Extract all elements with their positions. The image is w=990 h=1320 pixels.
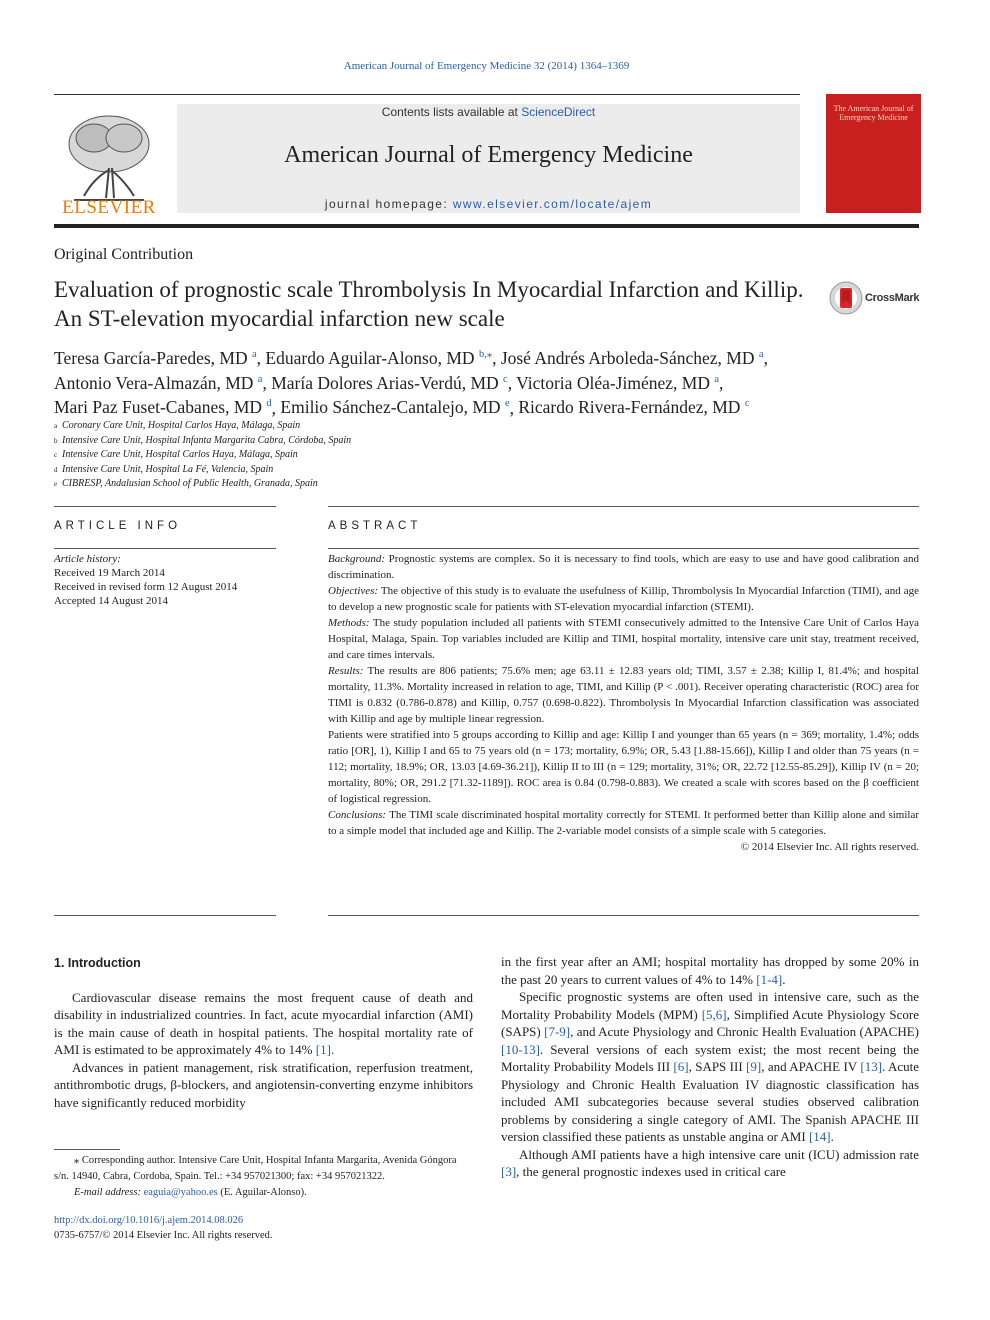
abstract-conclusions: Conclusions: The TIMI scale discriminated hospital mortality correctly for STEMI. It performed better than Killip alone and similar to a simple model that included age and Killip. The 2-variable model consists of a simple scale with 5 categories. (328, 809, 919, 837)
author[interactable]: Mari Paz Fuset-Cabanes, MD $^d$ (54, 397, 272, 418)
abstract-methods: Methods: The study population included all patients with STEMI consecutively admitted to the Intensive Care Unit of Carlos Haya Hospital, Malaga, Spain. Top variables included are Killip and TIMI, hospital mortality, intensive care unit stay, treatment received, and care times intervals. (328, 617, 919, 661)
affiliation: c Intensive Care Unit, Hospital Carlos Haya, Málaga, Spain (54, 449, 298, 460)
divider (328, 915, 919, 916)
affiliations (54, 419, 754, 492)
introduction-heading: 1. Introduction (54, 956, 141, 970)
affiliation: a Coronary Care Unit, Hospital Carlos Haya, Málaga, Spain (54, 420, 301, 431)
contents-prefix: Contents lists available at (381, 105, 522, 119)
author[interactable]: Emilio Sánchez-Cantalejo, MD $^e$ (280, 397, 510, 418)
elsevier-wordmark: ELSEVIER (62, 197, 156, 218)
email-link[interactable]: eaguia@yahoo.es (143, 1187, 218, 1198)
affiliation: b Intensive Care Unit, Hospital Infanta Margarita Cabra, Córdoba, Spain (54, 434, 352, 446)
affiliation: d Intensive Care Unit, Hospital La Fé, Valencia, Spain (54, 463, 274, 475)
divider (54, 915, 276, 916)
journal-citation[interactable]: American Journal of Emergency Medicine 32 (2014) 1364–1369 (343, 60, 630, 72)
reference-link[interactable]: [13] (860, 1059, 883, 1074)
reference-link[interactable]: [7-9] (544, 1024, 571, 1039)
body-column-right (501, 953, 919, 1181)
cover-title: The American Journal of Emergency Medicine (833, 104, 914, 122)
header-rule (54, 94, 800, 95)
section-type: Original Contribution (54, 246, 194, 263)
divider (328, 506, 919, 507)
crossmark-label[interactable]: CrossMark (865, 292, 920, 304)
abstract-results-2: Patients were stratified into 5 groups according to Killip and age: Killip I and younger than 65 years (n = 369; mortality, 1.4%; odds ratio [OR], 1), Killip I and 65 to 75 years old (n = 173; mortality, 6.9%; OR, 5.43 [1.88-15.66]), Killip I and older than 75 years (n = 112; mortality, 18.9%; OR, 13.03 [4.69-36.21]), Killip II to III (n = 129; mortality, 31%; OR, 22.72 [12.55-85.29]), Killip IV (n = 20; mortality, 80%; OR, 291.2 [71.32-1189]). ROC area is 0.84 (0.798-0.883). We created a scale with scores based on the β coefficient of logistical regression. (328, 729, 919, 805)
history-label: Article history: (54, 553, 121, 565)
divider (54, 548, 276, 549)
received-date: Received 19 March 2014 (54, 567, 165, 579)
paragraph: Although AMI patients have a high intensive care unit (ICU) admission rate [3], the general prognostic indexes used in critical care (501, 1146, 919, 1179)
author[interactable]: Victoria Oléa-Jiménez, MD $^a$ (516, 372, 720, 393)
body-column-left (54, 955, 473, 1111)
abstract-results: Results: The results are 806 patients; 75.6% men; age 63.11 ± 12.83 years old; TIMI, 3.57 ± 2.38; Killip I, 81.4%; and hospital mortality, 11.3%. Mortality increased in relation to age, TIMI, and Killip (P < .001). Receiver operating characteristic (ROC) area for TIMI is 0.832 (0.786-0.878) and Killip, 0.757 (0.698-0.822). Thrombolysis In Myocardial Infarction classification was associated with Killip and age by multiple linear regression. (328, 665, 919, 725)
author-list: Teresa García-Paredes, MD $^a$, Eduardo Aguilar-Alonso, MD $^{b,⁎}$, José Andrés Arboleda-Sánchez, MD $^a$, Antonio Vera-Almazán, MD $^a$, María Dolores Arias-Verdú, MD $^c$, Victoria Oléa-Jiménez, MD $^a$, Mari Paz Fuset-Cabanes, MD $^d$, Emilio Sánchez-Cantalejo, MD $^e$, Ricardo Rivera-Fernández, MD $^c$ (54, 347, 768, 418)
reference-link[interactable]: [10-13] (501, 1041, 540, 1057)
footnote-rule (54, 1149, 120, 1150)
journal-homepage (177, 197, 800, 211)
article-title: Evaluation of prognostic scale Thrombolysis In Myocardial Infarction and Killip. An ST-elevation myocardial infarction new scale (54, 277, 804, 331)
reference-link[interactable]: [9] (746, 1059, 762, 1074)
author[interactable]: Antonio Vera-Almazán, MD $^a$ (54, 372, 263, 393)
abstract-body (328, 551, 919, 855)
author[interactable]: Teresa García-Paredes, MD $^a$ (54, 347, 257, 368)
abstract-copyright: © 2014 Elsevier Inc. All rights reserved. (740, 841, 919, 853)
contents-line (177, 105, 800, 119)
divider (54, 506, 276, 507)
reference-link[interactable]: [1-4] (756, 971, 783, 987)
accepted-date: Accepted 14 August 2014 (54, 595, 168, 607)
author[interactable]: Eduardo Aguilar-Alonso, MD $^{b,⁎}$ (265, 347, 493, 368)
corresponding-author-footnote (54, 1153, 473, 1201)
author[interactable]: María Dolores Arias-Verdú, MD $^c$ (271, 372, 508, 393)
author[interactable]: Ricardo Rivera-Fernández, MD $^c$ (518, 397, 750, 418)
paragraph: Specific prognostic systems are often used in intensive care, such as the Mortality Probability Models (MPM) [5,6], Simplified Acute Physiology Score (SAPS) [7-9], and Acute Physiology and Chronic Health Evaluation (APACHE) [10-13]. Several versions of each system exist; the most recent being the Mortality Probability Models III [6], SAPS III [9], and APACHE IV [13]. Acute Physiology and Chronic Health Evaluation IV diagnostic classification has included AMI subcategories because several studies observed calibration problems by considering a single category of AMI. The Spanish APACHE III version classified these patients as unstable angina or AMI [14]. (501, 989, 920, 1144)
reference-link[interactable]: [3] (501, 1164, 517, 1179)
doi-link[interactable]: http://dx.doi.org/10.1016/j.ajem.2014.08.026 (54, 1215, 244, 1226)
affiliation: e CIBRESP, Andalusian School of Public Health, Granada, Spain (54, 478, 318, 489)
issn-line: 0735-6757/© 2014 Elsevier Inc. All rights reserved. (54, 1230, 273, 1241)
revised-date: Received in revised form 12 August 2014 (54, 581, 238, 593)
homepage-prefix: journal homepage: (324, 197, 453, 211)
paragraph: in the first year after an AMI; hospital mortality has dropped by some 20% in the past 20 years to current values of 4% to 14% [1-4]. (501, 954, 919, 987)
divider (328, 548, 919, 549)
reference-link[interactable]: [5,6] (701, 1006, 727, 1022)
paragraph: Advances in patient management, risk stratification, reperfusion treatment, antithrombotic drugs, β-blockers, and angiotensin-converting enzyme inhibitors have significantly reduced morbidity (54, 1059, 473, 1110)
abstract-heading: ABSTRACT (328, 520, 422, 532)
header-thick-rule (54, 224, 919, 228)
abstract-background: Background: Prognostic systems are complex. So it is necessary to find tools, which are easy to use and have good calibration and discrimination. (328, 553, 919, 581)
author[interactable]: José Andrés Arboleda-Sánchez, MD $^a$ (500, 347, 764, 368)
reference-link[interactable]: [14] (808, 1129, 831, 1144)
email-line: E-mail address: eaguia@yahoo.es (E. Aguilar-Alonso). (74, 1187, 307, 1198)
homepage-link[interactable]: www.elsevier.com/locate/ajem (452, 197, 653, 211)
sciencedirect-link[interactable]: ScienceDirect (521, 105, 596, 119)
article-history (54, 552, 284, 608)
paragraph: Cardiovascular disease remains the most frequent cause of death and disability in industrialized countries. In fact, acute myocardial infarction (AMI) is the main cause of death in hospital patients. The hospital mortality rate of AMI is estimated to be approximately 4% to 14% [1]. (54, 989, 473, 1057)
reference-link[interactable]: [1] (315, 1042, 331, 1057)
journal-name: American Journal of Emergency Medicine (284, 142, 693, 168)
reference-link[interactable]: [6] (673, 1059, 689, 1074)
article-info-heading: ARTICLE INFO (54, 520, 182, 532)
doi-block (54, 1213, 474, 1243)
corresponding-note: ⁎ Corresponding author. Intensive Care Unit, Hospital Infanta Margarita, Avenida Góngora s/n. 14940, Cabra, Cordoba, Spain. Tel.: +34 957021300; fax: +34 957021322. (54, 1155, 457, 1182)
abstract-objectives: Objectives: The objective of this study is to evaluate the usefulness of Killip, Thrombolysis In Myocardial Infarction (TIMI), and age to develop a new prognostic scale for patients with ST-elevation myocardial infarction (STEMI). (328, 585, 919, 613)
